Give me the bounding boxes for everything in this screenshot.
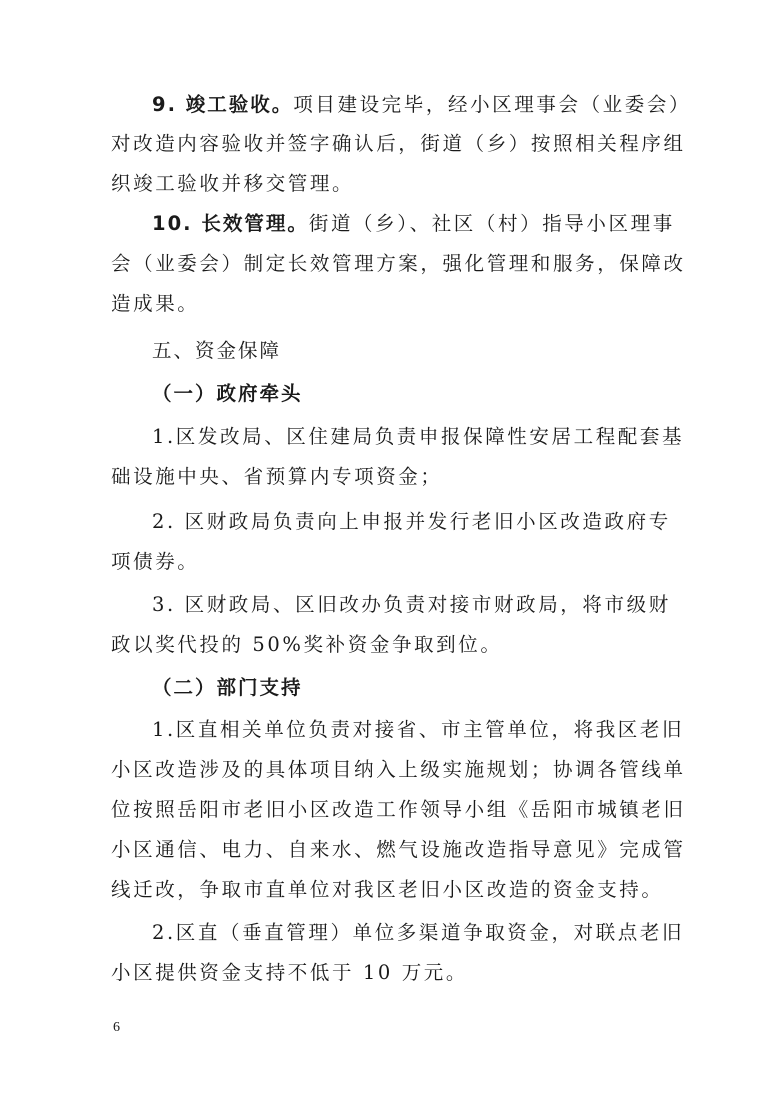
sub2-p2-line2: 小区提供资金支持不低于 10 万元。 [111,961,469,984]
item9-line2: 对改造内容验收并签字确认后，街道（乡）按照相关程序组 [111,132,686,155]
sub2-p1-line3: 位按照岳阳市老旧小区改造工作领导小组《岳阳市城镇老旧 [111,798,686,821]
item9-line3: 织竣工验收并移交管理。 [111,172,355,195]
sub2-title: （二）部门支持 [152,676,303,699]
section5-title: 五、资金保障 [152,339,282,362]
sub1-p2-line1: 2. 区财政局负责向上申报并发行老旧小区改造政府专 [152,510,671,533]
item10-label: 10. 长效管理。 [152,212,309,235]
page-number: 6 [113,1020,120,1035]
item10-line1 [152,212,675,236]
item10-line2: 会（业委会）制定长效管理方案，强化管理和服务，保障改 [111,252,686,275]
sub1-p2-line2: 项债券。 [111,550,200,573]
sub1-p1-line1: 1.区发改局、区住建局负责申报保障性安居工程配套基 [152,425,685,448]
sub2-p2-line1: 2.区直（垂直管理）单位多渠道争取资金，对联点老旧 [152,921,685,944]
sub1-p3-line1: 3. 区财政局、区旧改办负责对接市财政局，将市级财 [152,593,671,616]
item10-text-1: 街道（乡）、社区（村）指导小区理事 [308,212,675,235]
item9-text-1: 项目建设完毕，经小区理事会（业委会） [293,93,692,116]
sub1-p3-line2: 政以奖代投的 50%奖补资金争取到位。 [111,633,503,656]
item10-line3: 造成果。 [111,292,200,315]
sub2-p1-line2: 小区改造涉及的具体项目纳入上级实施规划；协调各管线单 [111,758,686,781]
item9-line1 [152,93,691,117]
sub1-title: （一）政府牵头 [152,382,303,405]
sub2-p1-line1: 1.区直相关单位负责对接省、市主管单位，将我区老旧 [152,718,685,741]
sub2-p1-line5: 线迁改，争取市直单位对我区老旧小区改造的资金支持。 [111,878,664,901]
sub2-p1-line4: 小区通信、电力、自来水、燃气设施改造指导意见》完成管 [111,838,686,861]
item9-label: 9. 竣工验收。 [152,93,294,116]
sub1-p1-line2: 础设施中央、省预算内专项资金； [111,465,443,488]
